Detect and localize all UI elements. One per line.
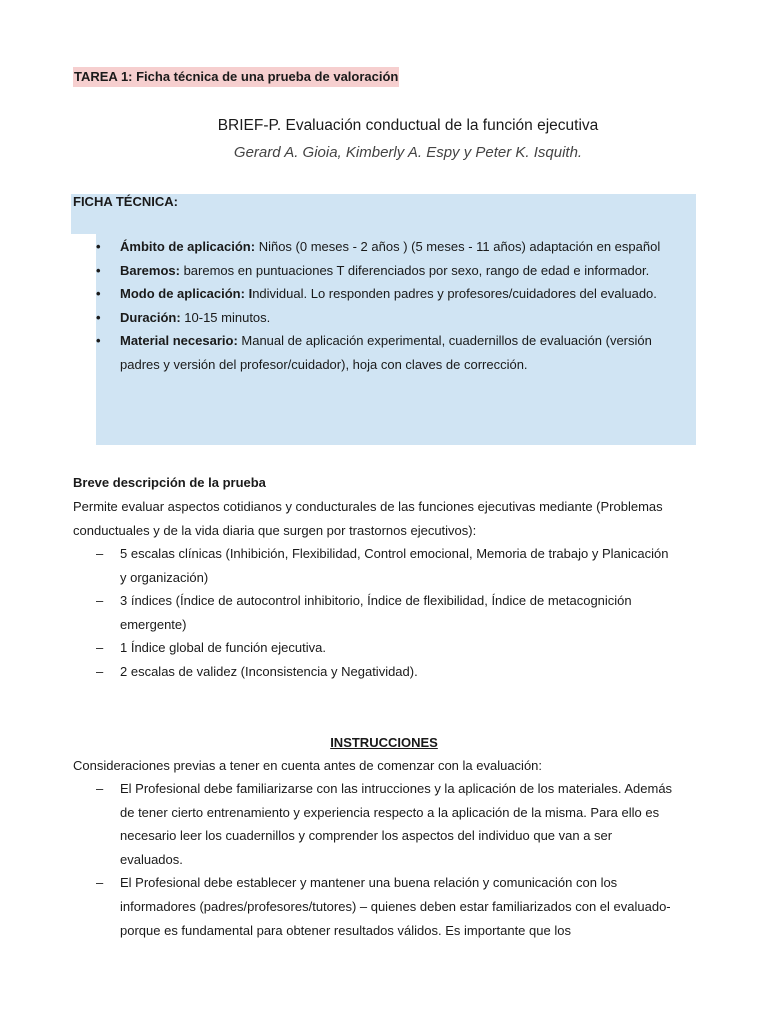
dash-icon: – (96, 781, 104, 796)
bullet-icon: • (96, 239, 101, 254)
ficha-item-label: Material necesario: (120, 333, 238, 349)
list-item (96, 589, 676, 636)
instructions-heading: INSTRUCCIONES (330, 735, 438, 750)
ficha-item-label: Ámbito de aplicación: (120, 239, 256, 254)
bullet-icon: • (96, 262, 101, 278)
ficha-item-text: 10-15 minutos. (180, 309, 271, 325)
ficha-item-text: Manual de aplicación experimental, cuadernillos de evaluación (versión padres y versión del profesor/cuidador), hoja con claves de corrección. (120, 333, 652, 372)
ficha-item-material (96, 329, 676, 376)
list-item-text: El Profesional debe establecer y mantener una buena relación y comunicación con los informadores (padres/profesores/tutores) – quienes deben estar familiarizados con el evaluado- porque es fundamental para obtener resultados válidos. Es importante que los (120, 875, 671, 938)
ficha-item-label: Modo de aplicación: I (120, 286, 253, 302)
bullet-icon: • (96, 286, 101, 302)
bullet-icon: • (96, 333, 101, 349)
dash-icon: – (96, 663, 104, 679)
ficha-item-label: Baremos: (120, 262, 180, 278)
list-item (96, 636, 676, 660)
ficha-item-text: Niños (0 meses - 2 años ) (5 meses - 11 años) adaptación en español (255, 239, 661, 254)
ficha-item-label: Duración: (120, 309, 181, 325)
ficha-item-text: baremos en puntuaciones T diferenciados por sexo, rango de edad e informador. (179, 262, 650, 278)
list-item (96, 777, 676, 871)
list-item-text: 3 índices (Índice de autocontrol inhibitorio, Índice de flexibilidad, Índice de metacognición emergente) (120, 593, 632, 632)
list-item-text: El Profesional debe familiarizarse con las intrucciones y la aplicación de los materiales. Además de tener cierto entrenamiento y experiencia respecto a la aplicación de la misma. Para ello es necesario leer los cuadernillos y comprender los aspectos del individuo que van a ser evaluados. (120, 781, 673, 867)
list-item-text: 5 escalas clínicas (Inhibición, Flexibilidad, Control emocional, Memoria de trabajo y Planicación y organización) (120, 546, 669, 585)
bullet-icon: • (96, 309, 101, 325)
instructions-intro: Consideraciones previas a tener en cuenta antes de comenzar con la evaluación: (73, 758, 543, 773)
description-intro: Permite evaluar aspectos cotidianos y conducturales de las funciones ejecutivas mediante (Problemas conductuales y de la vida diaria que surgen por trastornos ejecutivos): (73, 499, 663, 538)
ficha-heading: FICHA TÉCNICA: (73, 194, 178, 209)
document-authors: Gerard A. Gioia, Kimberly A. Espy y Peter K. Isquith. (233, 144, 583, 161)
list-item (96, 871, 676, 942)
document-title: BRIEF-P. Evaluación conductual de la función ejecutiva (217, 117, 599, 134)
list-item-text: 1 Índice global de función ejecutiva. (120, 640, 326, 656)
list-item-text: 2 escalas de validez (Inconsistencia y Negatividad). (120, 663, 418, 679)
ficha-item-ambito (96, 235, 676, 259)
ficha-list (96, 235, 676, 377)
description-heading: Breve descripción de la prueba (73, 475, 266, 490)
task-title: TAREA 1: Ficha técnica de una prueba de valoración (73, 67, 399, 87)
dash-icon: – (96, 875, 104, 891)
instructions-list (96, 777, 676, 942)
ficha-item-modo (96, 282, 676, 306)
dash-icon: – (96, 640, 104, 656)
list-item (96, 660, 676, 684)
description-list (96, 542, 676, 684)
list-item (96, 542, 676, 589)
dash-icon: – (96, 593, 104, 609)
ficha-item-baremos (96, 259, 676, 283)
ficha-item-duracion (96, 306, 676, 330)
dash-icon: – (96, 546, 104, 561)
ficha-item-text: ndividual. Lo responden padres y profesores/cuidadores del evaluado. (252, 286, 657, 302)
